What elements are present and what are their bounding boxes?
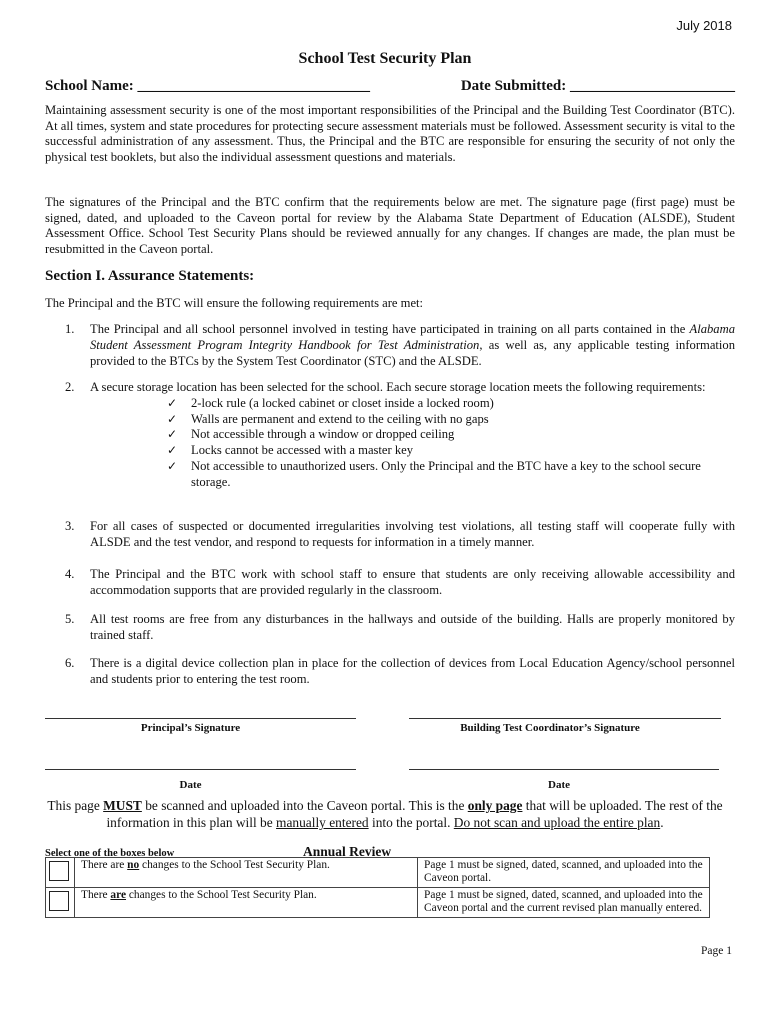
table-row	[46, 858, 710, 888]
list-item	[45, 380, 735, 491]
checkmark-icon: ✓	[167, 443, 178, 458]
item-number: 1.	[65, 322, 75, 336]
annual-review-title: Annual Review	[303, 844, 392, 859]
storage-requirements	[163, 396, 735, 491]
annual-review-table	[45, 857, 710, 918]
requirement-item: ✓ Walls are permanent and extend to the ceiling with no gaps	[167, 411, 489, 426]
changes-checkbox[interactable]	[49, 891, 69, 911]
item-number: 4.	[65, 567, 75, 581]
review-instruction: Page 1 must be signed, dated, scanned, and uploaded into the Caveon portal and the current revised plan manually entered.	[418, 887, 710, 917]
item-text: All test rooms are free from any disturbances in the hallways and outside of the building. Halls are properly monitored by trained staff.	[90, 612, 735, 642]
review-option: There are changes to the School Test Security Plan.	[75, 887, 418, 917]
intro-paragraph-1: Maintaining assessment security is one of the most important responsibilities of the Principal and the Building Test Coordinator (BTC). At all times, system and state procedures for protecting secure assessment materials must be followed. Assessment security is vital to the successful administration of any assessment. Thus, the Principal and the BTC are responsible for ensuring the security of not only the physical test booklets, but also the individual assessment questions and materials.	[45, 103, 735, 164]
handbook-title: Alabama Student Assessment Program Integrity Handbook for Test Administration	[90, 322, 735, 352]
upload-notice: This page MUST be scanned and uploaded into the Caveon portal. This is the only page that will be uploaded. The rest of the information in this plan will be manually entered into the portal. Do not scan and upload the entire plan.	[47, 798, 723, 830]
list-item	[45, 322, 735, 369]
btc-signature-label: Building Test Coordinator’s Signature	[460, 722, 640, 734]
principal-signature-line[interactable]	[45, 718, 356, 719]
manually-entered-emphasis: manually entered	[276, 815, 369, 830]
school-name-field: School Name: _______________________________	[45, 78, 370, 94]
btc-date-line[interactable]	[409, 769, 719, 770]
document-date: July 2018	[676, 18, 732, 33]
principal-date-label: Date	[179, 779, 202, 791]
checkmark-icon: ✓	[167, 458, 178, 473]
requirement-item: ✓ Locks cannot be accessed with a master key	[167, 443, 414, 458]
select-instruction: Select one of the boxes below	[45, 848, 175, 859]
do-not-scan-emphasis: Do not scan and upload the entire plan	[453, 815, 661, 830]
section-heading: Section I. Assurance Statements:	[45, 268, 255, 284]
checkmark-icon: ✓	[167, 411, 178, 426]
list-item	[45, 519, 735, 551]
list-item	[45, 612, 735, 644]
requirement-item: ✓ 2-lock rule (a locked cabinet or closet inside a locked room)	[167, 395, 494, 410]
item-text: The Principal and all school personnel involved in testing have participated in training on all parts contained in the Alabama Student Assessment Program Integrity Handbook for Test Administration, as well as, any applicable testing information provided to the BTCs by the System Test Coordinator (STC) and the ALSDE.	[90, 322, 736, 368]
item-text: There is a digital device collection plan in place for the collection of devices from Local Education Agency/school personnel and students prior to entering the test room.	[90, 656, 735, 686]
principal-signature-label: Principal’s Signature	[140, 722, 241, 734]
checkmark-icon: ✓	[167, 395, 178, 410]
item-text: A secure storage location has been selected for the school. Each secure storage location meets the following requirements:	[90, 380, 706, 394]
must-emphasis: MUST	[103, 798, 142, 813]
requirement-item: ✓ Not accessible to unauthorized users. Only the Principal and the BTC have a key to the school secure storage.	[167, 458, 701, 489]
item-number: 3.	[65, 519, 75, 533]
item-number: 6.	[65, 656, 75, 670]
document-title: School Test Security Plan	[298, 50, 472, 67]
section-lead: The Principal and the BTC will ensure the following requirements are met:	[45, 296, 424, 310]
intro-paragraph-2: The signatures of the Principal and the BTC confirm that the requirements below are met. The signature page (first page) must be signed, dated, and uploaded to the Caveon portal for review by the Alabama State Department of Education (ALSDE), Student Assessment Office. School Test Security Plans should be reviewed annually for any changes. If changes are made, the plan must be resubmitted in the Caveon portal.	[45, 195, 735, 256]
item-text: For all cases of suspected or documented irregularities involving test violations, all testing staff will cooperate fully with ALSDE and the test vendor, and respond to requests for information in a timely manner.	[90, 519, 735, 549]
item-number: 2.	[65, 380, 75, 394]
btc-date-label: Date	[548, 779, 570, 791]
no-changes-checkbox[interactable]	[49, 861, 69, 881]
table-row	[46, 887, 710, 917]
item-number: 5.	[65, 612, 75, 626]
requirement-item: ✓ Not accessible through a window or dropped ceiling	[167, 427, 455, 442]
only-page-emphasis: only page	[467, 798, 523, 813]
list-item	[45, 656, 735, 688]
header-fields	[45, 78, 735, 95]
page-number: Page 1	[701, 945, 732, 957]
review-option: There are no changes to the School Test Security Plan.	[75, 858, 418, 888]
date-submitted-field: Date Submitted: ______________________	[460, 78, 735, 94]
checkmark-icon: ✓	[167, 427, 178, 442]
btc-signature-line[interactable]	[409, 718, 721, 719]
item-text: The Principal and the BTC work with school staff to ensure that students are only receiving allowable accessibility and accommodation supports that are provided regularly in the classroom.	[90, 567, 735, 597]
principal-date-line[interactable]	[45, 769, 356, 770]
list-item	[45, 567, 735, 599]
review-instruction: Page 1 must be signed, dated, scanned, and uploaded into the Caveon portal.	[418, 858, 710, 888]
